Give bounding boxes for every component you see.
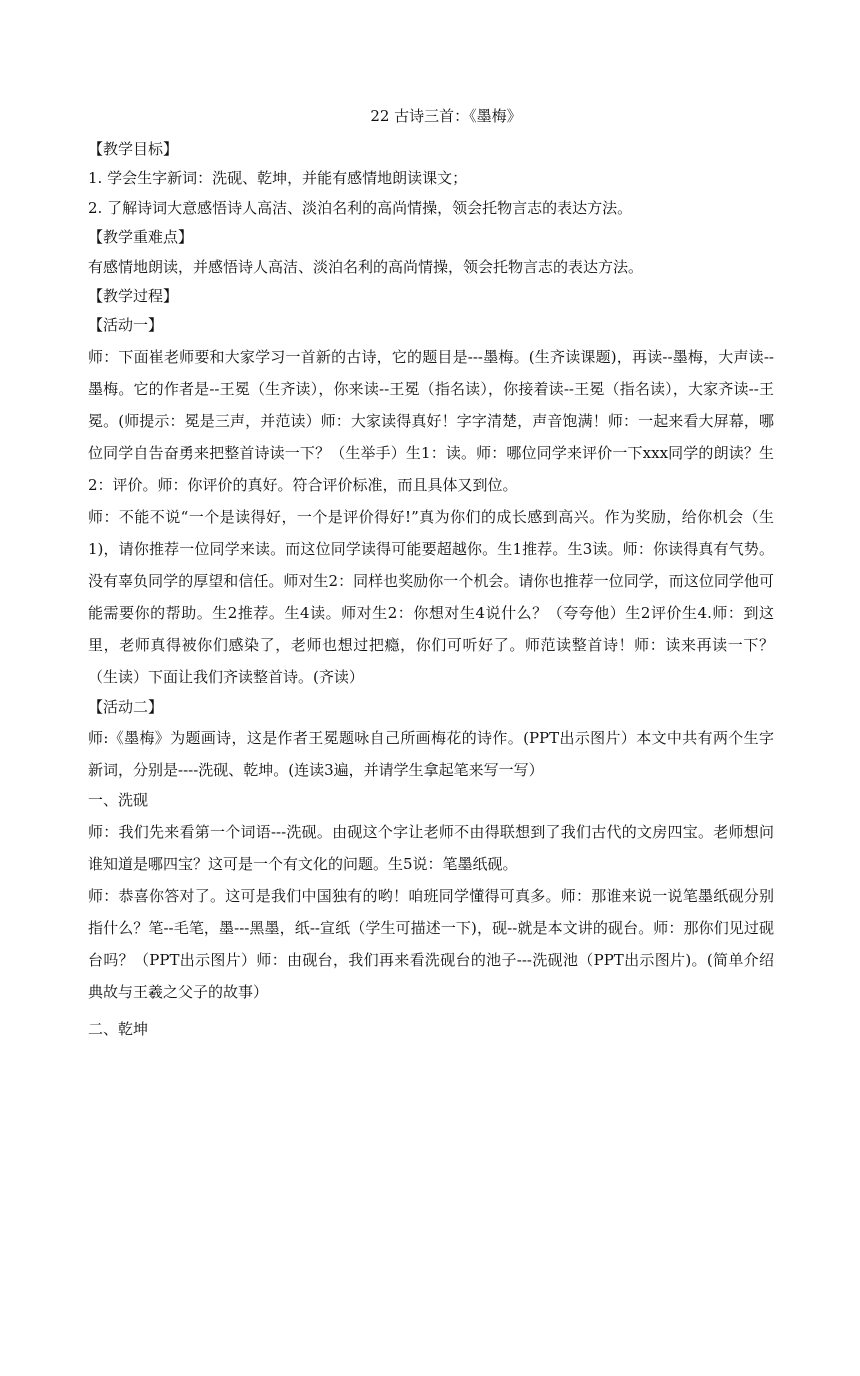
goal-item-2: 2. 了解诗词大意感悟诗人高洁、淡泊名利的高尚情操，领会托物言志的表达方法。 [88, 198, 633, 217]
section-heading-key-difficulties: 【教学重难点】 [88, 228, 194, 247]
xiyan-paragraph-1: 师：我们先来看第一个词语---洗砚。由砚这个字让老师不由得联想到了我们古代的文房四宝。老师想问谁知道是哪四宝？这可是一个有文化的问题。生5说：笔墨纸砚。 [88, 822, 774, 873]
activity-one-paragraph-2: 师：不能不说“一个是读得好，一个是评价得好!”真为你们的成长感到高兴。作为奖励，给你机会（生1)，请你推荐一位同学来读。而这位同学读得可能要超越你。生1推荐。生3读。师：你读得真有气势。没有辜负同学的厚望和信任。师对生2：同样也奖励你一个机会。请你也推荐一位同学，而这位同学他可能需要你的帮助。生2推荐。生4读。师对生2：你想对生4说什么？（夸夸他）生2评价生4.师：到这里，老师真得被你们感染了，老师也想过把瘾，你们可听好了。师范读整首诗！师：读来再读一下？（生读）下面让我们齐读整首诗。(齐读） [88, 507, 774, 686]
subheading-qiankun: 二、乾坤 [88, 1019, 149, 1038]
section-heading-teaching-goals: 【教学目标】 [88, 140, 179, 158]
document-title: 22 古诗三首：《墨梅》 [370, 107, 522, 125]
activity-two-paragraph-1: 师:《墨梅》为题画诗，这是作者王冕题咏自己所画梅花的诗作。(PPT出示图片）本文中共有两个生字新词，分别是----洗砚、乾坤。(连读3遍，并请学生拿起笔来写一写） [88, 729, 774, 780]
goal-item-1: 1. 学会生字新词：洗砚、乾坤，并能有感情地朗读课文； [88, 169, 468, 188]
document-body [88, 104, 774, 1044]
key-difficulties-text: 有感情地朗读，并感悟诗人高洁、淡泊名利的高尚情操，领会托物言志的表达方法。 [88, 257, 644, 276]
xiyan-paragraph-2: 师：恭喜你答对了。这可是我们中国独有的哟！咱班同学懂得可真多。师：那谁来说一说笔墨纸砚分别指什么？笔--毛笔，墨---黑墨，纸--宣纸（学生可描述一下)，砚--就是本文讲的砚台。师：那你们见过砚台吗？（PPT出示图片）师：由砚台，我们再来看洗砚台的池子---洗砚池（PPT出示图片)。(简单介绍典故与王羲之父子的故事） [88, 886, 774, 1001]
section-heading-activity-two: 【活动二】 [88, 697, 164, 716]
activity-one-paragraph-1: 师：下面崔老师要和大家学习一首新的古诗，它的题目是---墨梅。(生齐读课题)，再读--墨梅，大声读--墨梅。它的作者是--王冕（生齐读），你来读--王冕（指名读），你接着读--王冕（指名读），大家齐读--王冕。(师提示：冕是三声，并范读）师：大家读得真好！字字清楚，声音饱满！师：一起来看大屏幕，哪位同学自告奋勇来把整首诗读一下？（生举手）生1：读。师：哪位同学来评价一下xxx同学的朗读？生2：评价。师：你评价的真好。符合评价标准，而且具体又到位。 [88, 347, 774, 494]
subheading-xiyan: 一、洗砚 [88, 791, 149, 810]
section-heading-teaching-process: 【教学过程】 [88, 287, 179, 306]
section-heading-activity-one: 【活动一】 [88, 316, 164, 335]
